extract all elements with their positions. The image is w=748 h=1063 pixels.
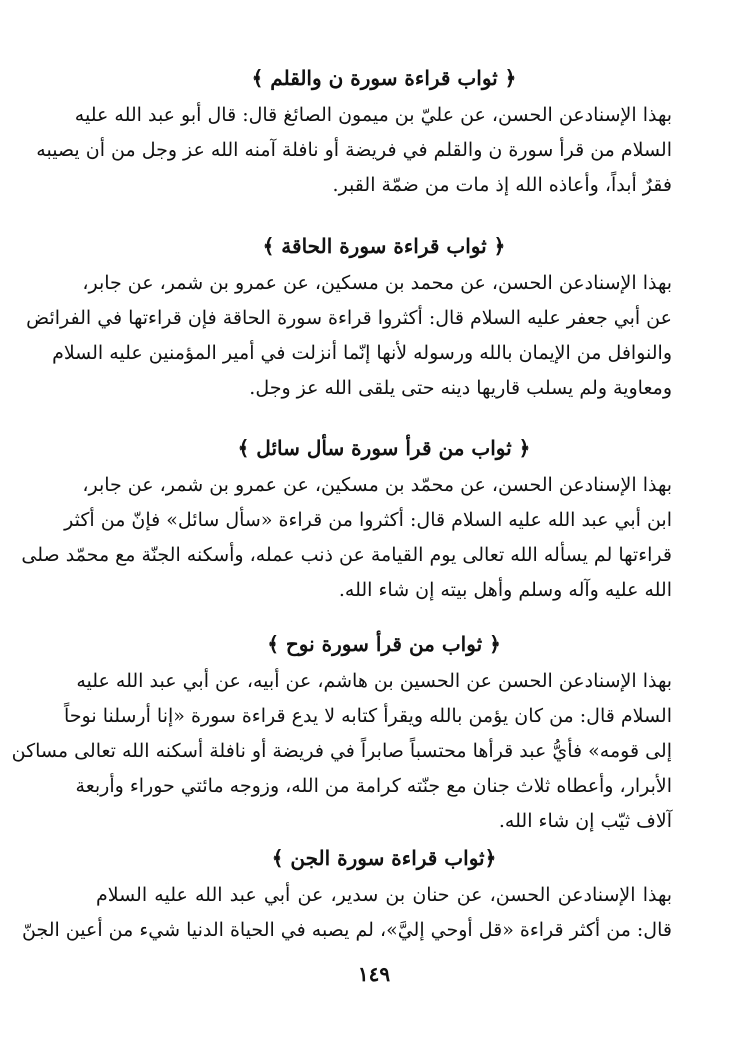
text-line: إلى قومه» فأيُّ عبد قرأها محتسباً صابراً في فريضة أو نافلة أسكنه الله تعالى مساكن bbox=[11, 740, 672, 762]
section-title: ﴿ ثواب من قرأ سورة نوح ﴾ bbox=[267, 632, 501, 656]
section-body bbox=[26, 266, 672, 406]
text-line: السلام من قرأ سورة ن والقلم في فريضة أو نافلة آمنه الله عز وجل من أن يصيبه bbox=[36, 139, 672, 161]
text-line: قال: من أكثر قراءة «قل أوحي إليَّ»، لم يصبه في الحياة الدنيا شيء من أعين الجنّ bbox=[21, 919, 672, 941]
text-line: الأبرار، وأعطاه ثلاث جنان مع جنّته كرامة من الله، وزوجه مائتي حوراء وأربعة bbox=[75, 775, 672, 797]
text-line: بهذا الإسنادعن الحسن عن الحسين بن هاشم، عن أبيه، عن أبي عبد الله عليه bbox=[76, 670, 672, 692]
section-title: ﴿ ثواب من قرأ سورة سأل سائل ﴾ bbox=[237, 436, 531, 460]
section-body bbox=[21, 878, 672, 948]
section-title: ﴿ ثواب قراءة سورة الحاقة ﴾ bbox=[262, 234, 506, 258]
text-line: بهذا الإسنادعن الحسن، عن محمّد بن مسكين، عن عمرو بن شمر، عن جابر، bbox=[82, 474, 672, 496]
section-body bbox=[11, 664, 672, 839]
text-line: الله عليه وآله وسلم وأهل بيته إن شاء الله. bbox=[338, 579, 672, 601]
section-al-haqqa bbox=[26, 230, 672, 406]
text-line: بهذا الإسنادعن الحسن، عن عليّ بن ميمون الصائغ قال: قال أبو عبد الله عليه bbox=[74, 104, 672, 126]
text-line: بهذا الإسنادعن الحسن، عن حنان بن سدير، عن أبي عبد الله عليه السلام bbox=[96, 884, 672, 906]
page-number: ١٤٩ bbox=[357, 962, 391, 986]
section-body bbox=[36, 98, 672, 203]
text-line: آلاف ثيّب إن شاء الله. bbox=[498, 810, 672, 832]
text-line: ومعاوية ولم يسلب قاريها دينه حتى يلقى الله عز وجل. bbox=[249, 377, 672, 399]
text-line: ابن أبي عبد الله عليه السلام قال: أكثروا من قراءة «سأل سائل» فإنّ من أكثر bbox=[64, 509, 672, 531]
text-line: السلام قال: من كان يؤمن بالله ويقرأ كتابه لا يدع قراءة سورة «إنا أرسلنا نوحاً bbox=[64, 705, 672, 727]
section-title: ﴿ ثواب قراءة سورة ن والقلم ﴾ bbox=[251, 66, 517, 90]
text-line: قراءتها لم يسأله الله تعالى يوم القيامة عن ذنب عمله، وأسكنه الجنّة مع محمّد صلى bbox=[21, 544, 672, 566]
section-nuh bbox=[11, 628, 672, 839]
text-line: والنوافل من الإيمان بالله ورسوله لأنها إنّما أنزلت في أمير المؤمنين عليه السلام bbox=[52, 342, 672, 364]
text-line: عن أبي جعفر عليه السلام قال: أكثروا قراءة سورة الحاقة فإن قراءتها في الفرائض bbox=[26, 307, 672, 329]
section-title: ﴿ثواب قراءة سورة الجن ﴾ bbox=[271, 846, 497, 870]
section-saala-sail bbox=[21, 432, 672, 608]
text-line: بهذا الإسنادعن الحسن، عن محمد بن مسكين، عن عمرو بن شمر، عن جابر، bbox=[82, 272, 672, 294]
section-al-jinn bbox=[21, 842, 672, 948]
text-line: فقرٌ أبداً، وأعاذه الله إذ مات من ضمّة القبر. bbox=[332, 174, 672, 196]
section-nun-walqalam bbox=[36, 62, 672, 203]
section-body bbox=[21, 468, 672, 608]
